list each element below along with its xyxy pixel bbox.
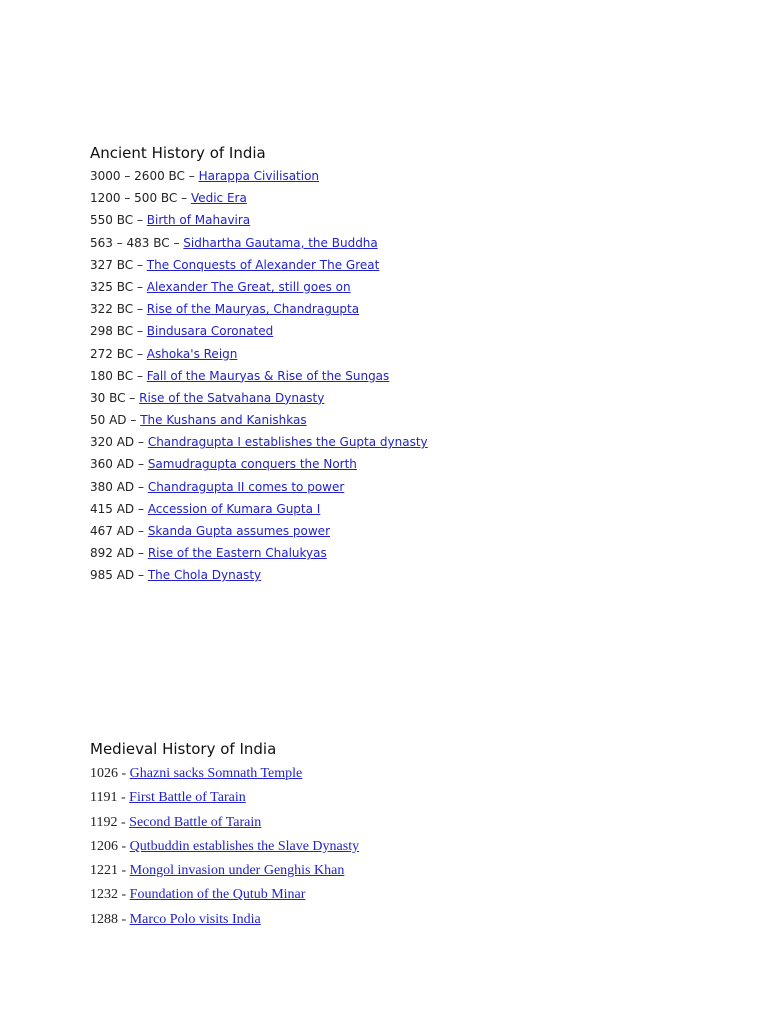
timeline-entry — [90, 431, 428, 453]
event-link[interactable]: Bindusara Coronated — [146, 324, 274, 339]
entry-date: 1192 — [90, 814, 118, 830]
timeline-entry — [90, 762, 359, 786]
event-link[interactable]: Alexander The Great, still goes on — [146, 279, 351, 294]
event-link[interactable]: Mongol invasion under Genghis Khan — [129, 863, 345, 879]
event-link[interactable]: The Conquests of Alexander The Great — [146, 257, 380, 272]
timeline-entry — [90, 476, 428, 498]
entry-separator: - — [117, 790, 130, 806]
entry-date: 298 BC — [90, 324, 134, 339]
event-link[interactable]: The Chola Dynasty — [147, 568, 262, 583]
entry-date: 327 BC — [90, 257, 134, 272]
entry-separator: – — [133, 257, 147, 272]
timeline-entry — [90, 520, 428, 542]
entry-date: 380 AD — [90, 479, 135, 494]
timeline-entry — [90, 276, 428, 298]
entry-date: 563 – 483 BC — [90, 235, 170, 250]
entry-separator: - — [118, 838, 130, 854]
entry-separator: – — [126, 413, 141, 428]
ancient-timeline-list — [90, 165, 428, 587]
entry-separator: – — [169, 235, 184, 250]
event-link[interactable]: The Kushans and Kanishkas — [140, 413, 307, 428]
event-link[interactable]: Skanda Gupta assumes power — [147, 524, 330, 538]
ancient-history-heading: Ancient History of India — [90, 144, 266, 162]
entry-date: 550 BC — [90, 213, 134, 228]
entry-separator: – — [133, 302, 147, 317]
entry-date: 1191 — [90, 790, 118, 806]
timeline-entry — [90, 187, 428, 209]
timeline-entry — [90, 409, 428, 431]
event-link[interactable]: Foundation of the Qutub Minar — [129, 887, 306, 903]
entry-separator: – — [134, 546, 148, 561]
entry-separator: – — [134, 479, 148, 494]
entry-separator: – — [133, 279, 147, 294]
entry-separator: – — [134, 435, 148, 450]
timeline-entry — [90, 298, 428, 320]
event-link[interactable]: Qutbuddin establishes the Slave Dynasty — [129, 838, 360, 854]
timeline-entry — [90, 387, 428, 409]
entry-date: 985 AD — [90, 568, 135, 583]
event-link[interactable]: Rise of the Mauryas, Chandragupta — [146, 302, 360, 317]
entry-separator: – — [177, 191, 191, 206]
entry-date: 322 BC — [90, 302, 134, 317]
event-link[interactable]: Rise of the Eastern Chalukyas — [147, 546, 327, 561]
entry-separator: – — [184, 169, 199, 183]
entry-separator: – — [125, 390, 140, 405]
event-link[interactable]: Second Battle of Tarain — [129, 814, 262, 830]
event-link[interactable]: Marco Polo visits India — [129, 911, 261, 927]
timeline-entry — [90, 165, 428, 187]
entry-separator: – — [133, 213, 147, 228]
medieval-history-section — [90, 739, 359, 932]
entry-separator: – — [133, 368, 147, 383]
entry-date: 1026 — [90, 766, 118, 781]
entry-separator: – — [134, 457, 148, 472]
event-link[interactable]: Ghazni sacks Somnath Temple — [129, 766, 303, 781]
entry-separator: – — [134, 568, 148, 583]
event-link[interactable]: Accession of Kumara Gupta I — [147, 501, 321, 516]
entry-date: 1206 — [90, 838, 118, 854]
timeline-entry — [90, 908, 359, 932]
entry-date: 272 BC — [90, 346, 134, 361]
entry-date: 50 AD — [90, 413, 127, 428]
timeline-entry — [90, 254, 428, 276]
entry-separator: - — [118, 863, 130, 879]
entry-separator: – — [133, 346, 147, 361]
timeline-entry — [90, 542, 428, 564]
entry-separator: – — [134, 501, 148, 516]
entry-separator: - — [118, 766, 130, 781]
entry-date: 30 BC — [90, 390, 126, 405]
entry-date: 3000 – 2600 BC — [90, 169, 185, 183]
entry-date: 1200 – 500 BC — [90, 191, 178, 206]
timeline-entry — [90, 811, 359, 835]
timeline-entry — [90, 859, 359, 883]
entry-date: 180 BC — [90, 368, 134, 383]
timeline-entry — [90, 835, 359, 859]
entry-separator: - — [117, 814, 130, 830]
entry-date: 320 AD — [90, 435, 135, 450]
timeline-entry — [90, 786, 359, 810]
entry-date: 325 BC — [90, 279, 134, 294]
ancient-history-section — [90, 143, 428, 587]
entry-separator: - — [118, 887, 130, 903]
event-link[interactable]: Birth of Mahavira — [146, 213, 251, 228]
entry-date: 1288 — [90, 911, 118, 927]
entry-date: 467 AD — [90, 524, 135, 538]
medieval-history-heading: Medieval History of India — [90, 740, 277, 758]
entry-separator: – — [134, 524, 148, 538]
timeline-entry — [90, 365, 428, 387]
event-link[interactable]: Chandragupta II comes to power — [147, 479, 345, 494]
event-link[interactable]: First Battle of Tarain — [129, 790, 246, 806]
entry-separator: – — [133, 324, 147, 339]
event-link[interactable]: Samudragupta conquers the North — [147, 457, 357, 472]
timeline-entry — [90, 232, 428, 254]
entry-date: 1232 — [90, 887, 118, 903]
timeline-entry — [90, 498, 428, 520]
entry-date: 360 AD — [90, 457, 135, 472]
event-link[interactable]: Ashoka's Reign — [146, 346, 238, 361]
entry-separator: - — [118, 911, 130, 927]
entry-date: 415 AD — [90, 501, 135, 516]
timeline-entry — [90, 453, 428, 475]
timeline-entry — [90, 564, 428, 586]
timeline-entry — [90, 883, 359, 907]
event-link[interactable]: Vedic Era — [190, 191, 247, 206]
timeline-entry — [90, 209, 428, 231]
entry-date: 1221 — [90, 863, 118, 879]
timeline-entry — [90, 320, 428, 342]
event-link[interactable]: Chandragupta I establishes the Gupta dynasty — [147, 435, 428, 450]
event-link[interactable]: Harappa Civilisation — [198, 169, 320, 183]
entry-date: 892 AD — [90, 546, 135, 561]
medieval-timeline-list — [90, 762, 359, 932]
event-link[interactable]: Rise of the Satvahana Dynasty — [139, 390, 325, 405]
event-link[interactable]: Sidhartha Gautama, the Buddha — [183, 235, 378, 250]
timeline-entry — [90, 343, 428, 365]
event-link[interactable]: Fall of the Mauryas & Rise of the Sungas — [146, 368, 390, 383]
